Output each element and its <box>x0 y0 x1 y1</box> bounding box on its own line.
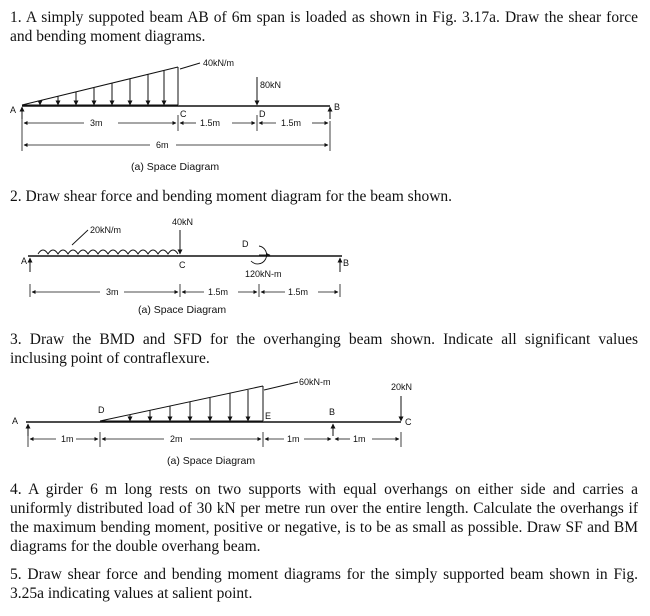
question-3: 3. Draw the BMD and SFD for the overhanging beam shown. Indicate all significant values inclusing point of contraflexure. <box>10 331 638 367</box>
udl-label: 40kN/m <box>203 58 235 68</box>
question-2: 2. Draw shear force and bending moment diagram for the beam shown. <box>10 188 453 205</box>
dim-3m: 3m <box>106 287 119 297</box>
question-1: 1. A simply suppoted beam AB of 6m span is loaded as shown in Fig. 3.17a. Draw the shear force and bending moment diagrams. <box>10 9 638 45</box>
dim-1-5m-a: 1.5m <box>200 118 221 128</box>
udl-label: 60kN-m <box>299 377 331 387</box>
point-d: D <box>242 239 249 249</box>
dim-1m-c: 1m <box>353 434 366 444</box>
figure-2-space-diagram <box>0 212 650 322</box>
udl-load <box>22 63 200 105</box>
figure-3-caption: (a) Space Diagram <box>167 455 256 467</box>
figure-2-caption: (a) Space Diagram <box>138 304 227 316</box>
point-c: C <box>405 417 412 427</box>
dim-3m: 3m <box>90 118 103 128</box>
dim-1-5m-b: 1.5m <box>288 287 309 297</box>
point-a: A <box>21 256 28 266</box>
dim-1-5m-b: 1.5m <box>281 118 302 128</box>
point-d: D <box>259 109 266 119</box>
point-c: C <box>179 260 186 270</box>
moment-load <box>251 246 270 264</box>
point-load-label: 80kN <box>260 80 282 90</box>
udl-label: 20kN/m <box>90 225 122 235</box>
dim-1m-a: 1m <box>61 434 74 444</box>
question-4: 4. A girder 6 m long rests on two supports with equal overhangs on either side and carries a uniformly distributed load of 30 kN per metre run over the entire length. Calculate the overhangs if the maximum bending moment, positive or negative, is to be as small as possible. Draw SF and BM diagrams for the double overhang beam. <box>10 481 638 555</box>
figure-1-caption: (a) Space Diagram <box>131 161 220 173</box>
dimension-lines <box>28 430 401 447</box>
point-load-label: 20kN <box>391 382 413 392</box>
dim-6m: 6m <box>156 140 169 150</box>
dim-1m-b: 1m <box>287 434 300 444</box>
point-e: E <box>265 411 272 421</box>
question-5: 5. Draw shear force and bending moment diagrams for the simply supported beam shown in Fig. 3.25a indicating values at salient point. <box>10 566 638 602</box>
point-b: B <box>343 258 350 268</box>
moment-label: 120kN-m <box>245 269 282 279</box>
point-c: C <box>180 109 187 119</box>
dim-2m: 2m <box>170 434 183 444</box>
point-load-label: 40kN <box>172 217 194 227</box>
point-b: B <box>334 102 341 112</box>
figure-1-space-diagram <box>0 55 650 180</box>
point-d: D <box>98 405 105 415</box>
point-a: A <box>10 105 17 115</box>
figure-3-space-diagram <box>0 372 650 472</box>
dim-1-5m-a: 1.5m <box>208 287 229 297</box>
point-a: A <box>12 416 19 426</box>
point-b: B <box>329 407 336 417</box>
